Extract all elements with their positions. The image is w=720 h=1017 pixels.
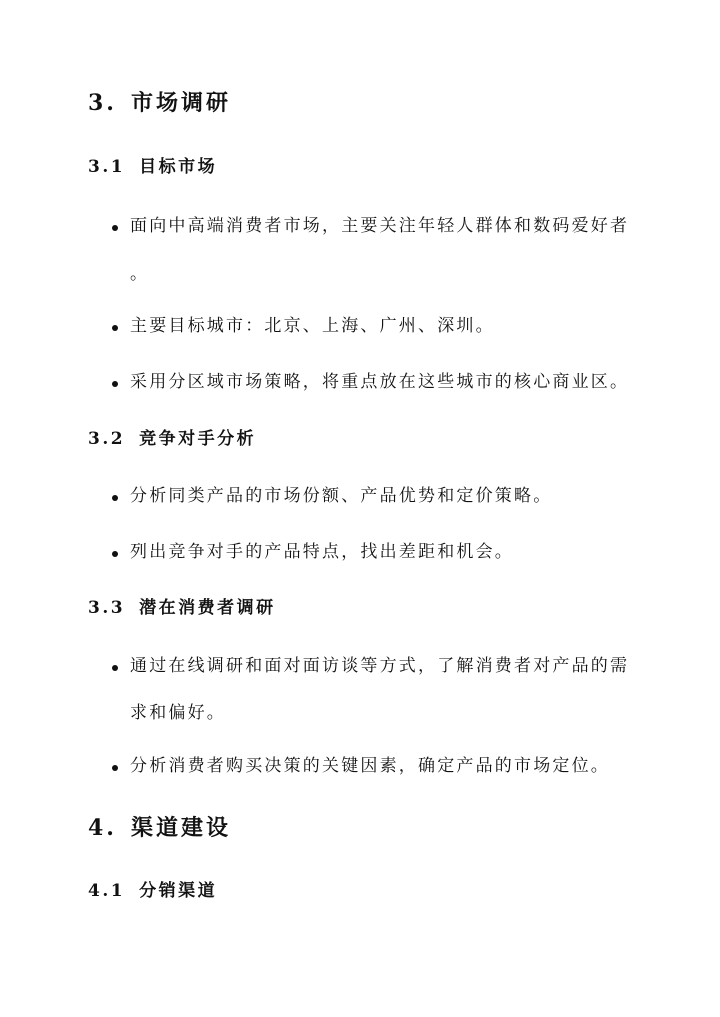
list-item-text: 通过在线调研和面对面访谈等方式，了解消费者对产品的需 <box>130 656 630 676</box>
subsection-title: 竞争对手分析 <box>139 429 257 449</box>
section-number: 3. <box>88 90 117 116</box>
list-item-text: 分析消费者购买决策的关键因素，确定产品的市场定位。 <box>130 756 610 776</box>
bullet-icon <box>112 765 118 771</box>
section-title: 市场调研 <box>130 90 231 116</box>
list-item-text: 列出竞争对手的产品特点，找出差距和机会。 <box>130 542 514 562</box>
list-item-text: 分析同类产品的市场份额、产品优势和定价策略。 <box>130 486 553 506</box>
subsection-number: 4.1 <box>88 881 126 901</box>
subsection-heading <box>88 431 256 448</box>
list-item-text: 面向中高端消费者市场，主要关注年轻人群体和数码爱好者 <box>130 216 630 236</box>
bullet-icon <box>112 225 118 231</box>
subsection-number: 3.1 <box>88 157 126 177</box>
subsection-number: 3.3 <box>88 598 126 618</box>
list-item-continuation: 求和偏好。 <box>130 703 226 723</box>
list-item-continuation: 。 <box>130 264 150 284</box>
subsection-title: 分销渠道 <box>139 881 218 901</box>
section-number: 4. <box>88 815 117 841</box>
bullet-icon <box>112 551 118 557</box>
bullet-icon <box>112 325 118 331</box>
subsection-title: 目标市场 <box>139 157 218 177</box>
section-heading <box>88 817 231 839</box>
list-item-text: 主要目标城市：北京、上海、广州、深圳。 <box>130 316 495 336</box>
bullet-icon <box>112 495 118 501</box>
section-heading <box>88 92 231 114</box>
subsection-number: 3.2 <box>88 429 126 449</box>
list-item-text: 采用分区域市场策略，将重点放在这些城市的核心商业区。 <box>130 372 630 392</box>
subsection-heading <box>88 159 217 176</box>
subsection-title: 潜在消费者调研 <box>139 598 276 618</box>
section-title: 渠道建设 <box>130 815 231 841</box>
subsection-heading <box>88 600 276 617</box>
bullet-icon <box>112 665 118 671</box>
bullet-icon <box>112 381 118 387</box>
subsection-heading <box>88 883 217 900</box>
